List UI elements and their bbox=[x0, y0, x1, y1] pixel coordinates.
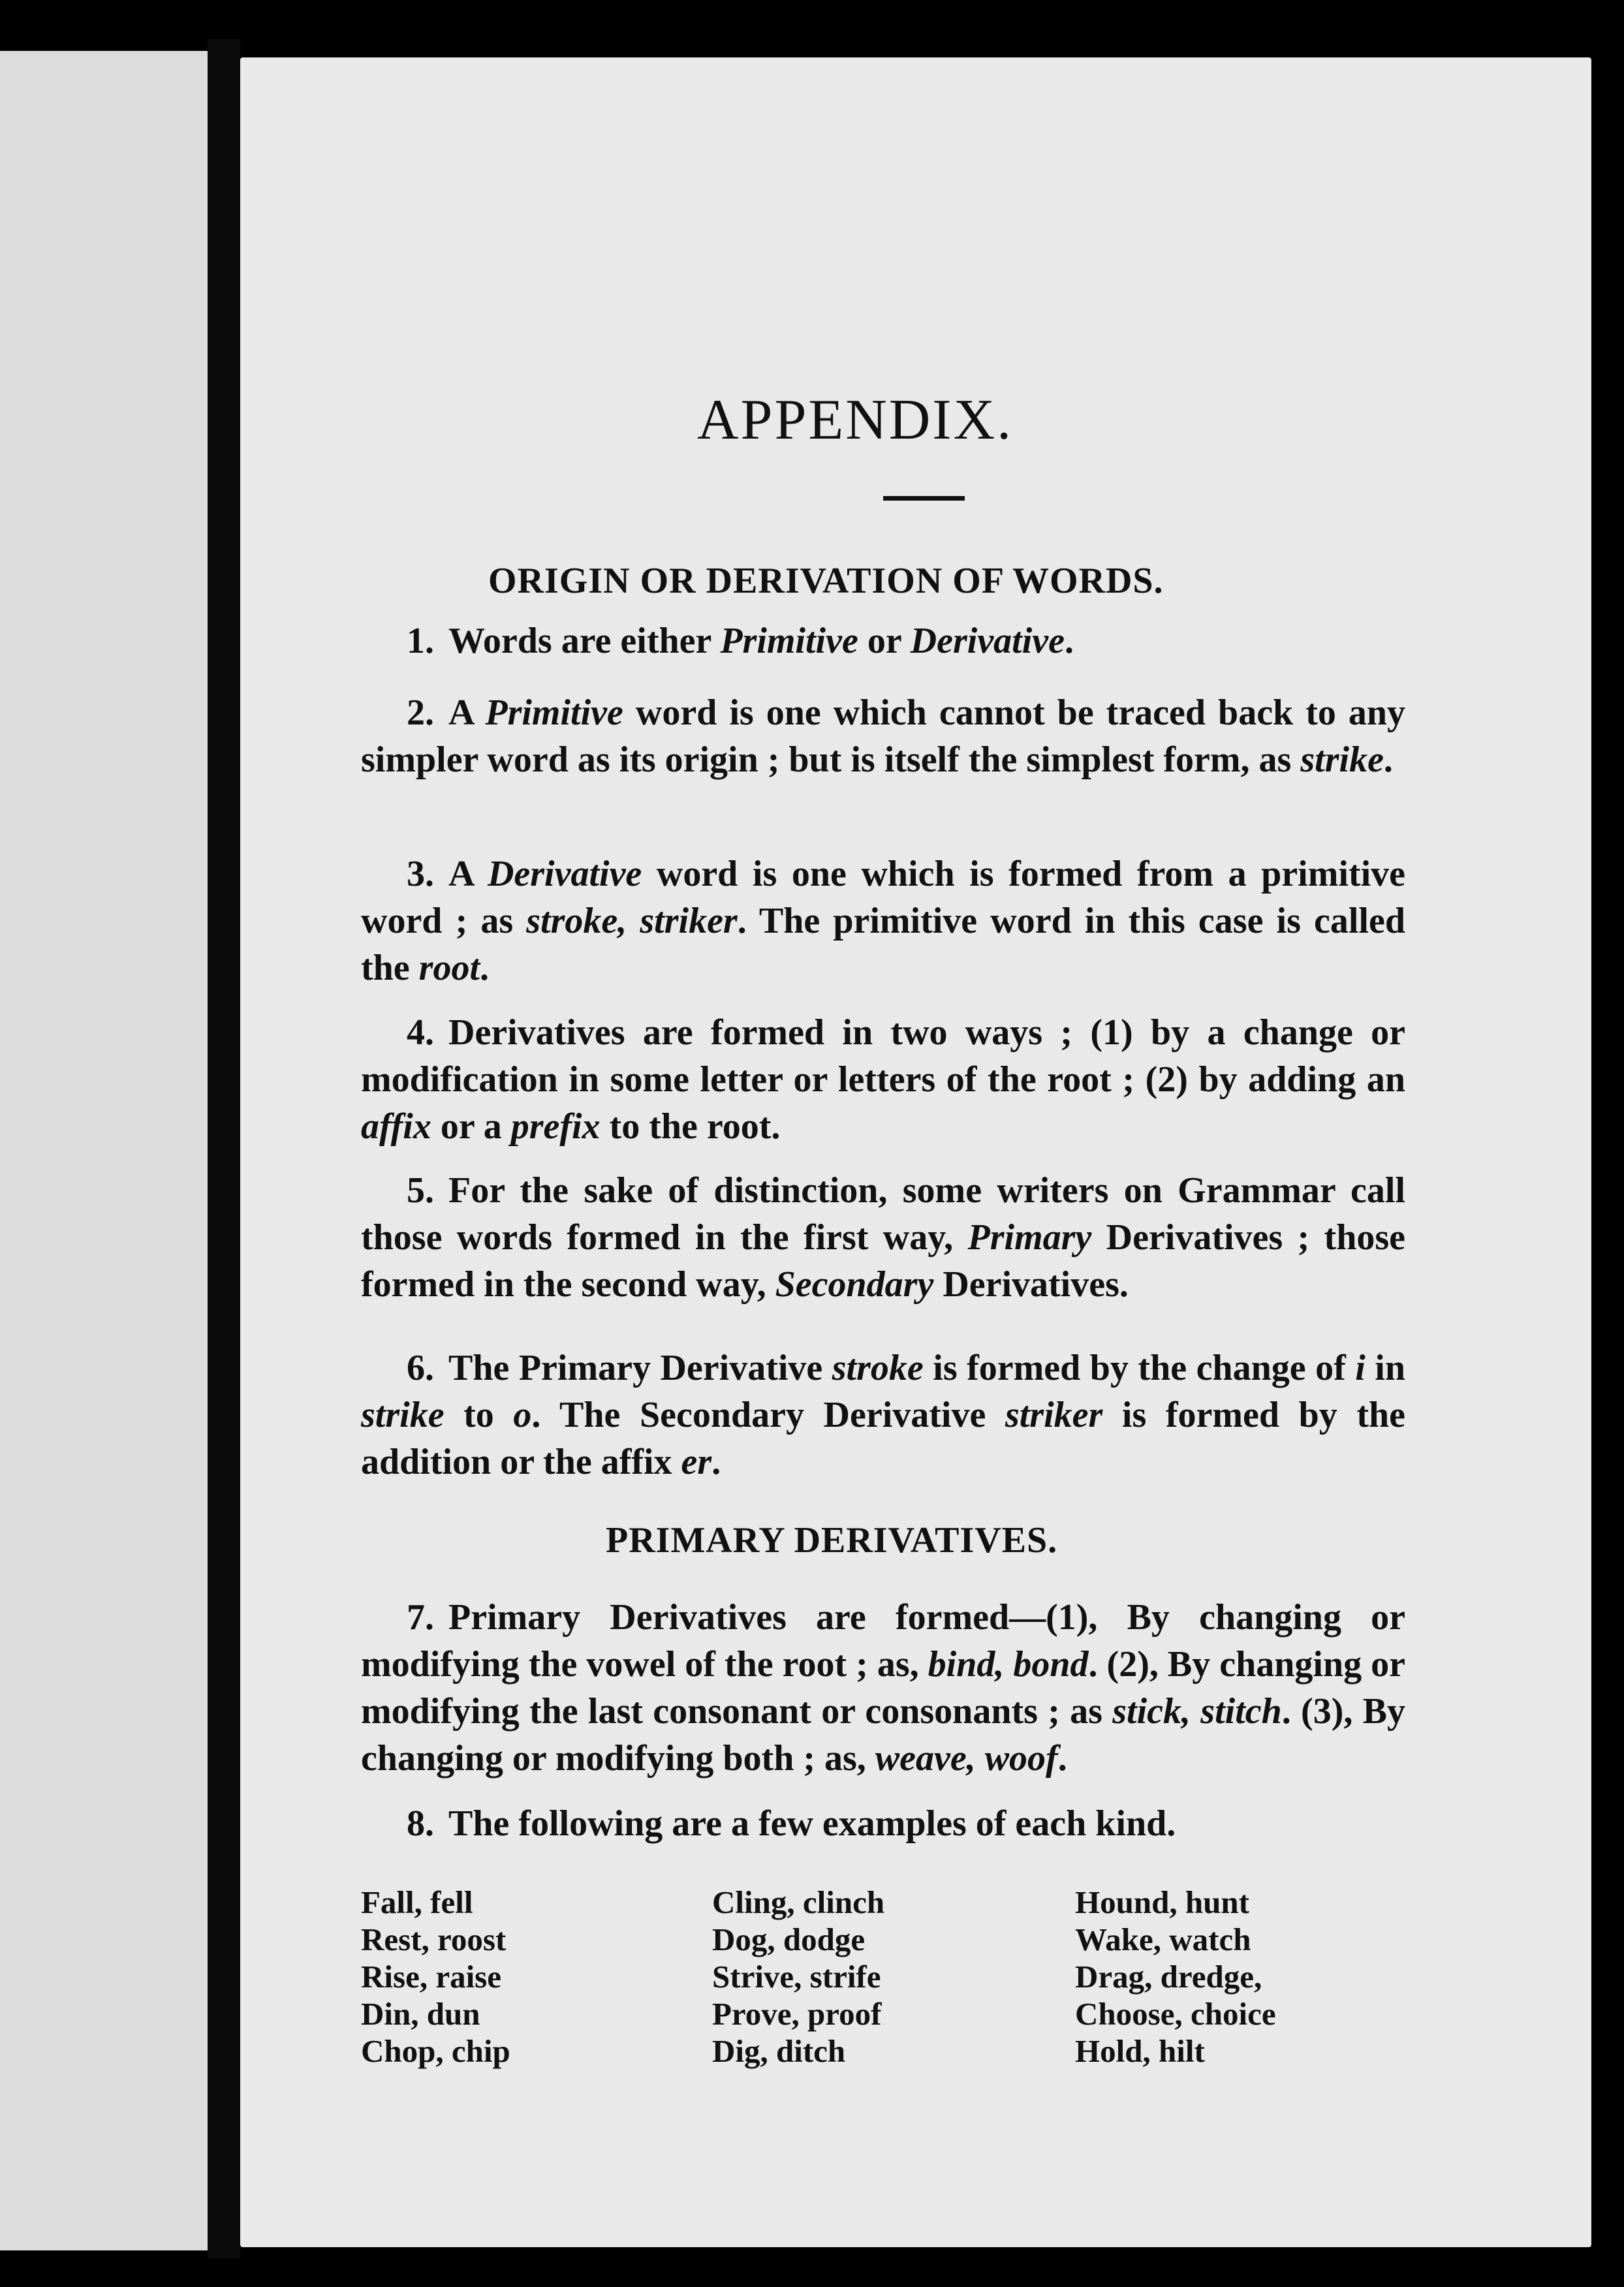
example-item: Din, dun bbox=[361, 1996, 480, 2032]
page-heading: APPENDIX. bbox=[697, 388, 1014, 452]
paragraph-text: is formed by the addition or the affix bbox=[361, 1395, 1405, 1482]
paragraph-number: 8. bbox=[407, 1803, 434, 1844]
italic-term: Primary bbox=[967, 1217, 1092, 1258]
italic-term: Derivative bbox=[910, 621, 1065, 661]
paragraph-text: to bbox=[444, 1395, 514, 1435]
paragraph-7 bbox=[361, 1594, 1405, 1782]
italic-term: prefix bbox=[510, 1106, 601, 1147]
example-item: Dig, ditch bbox=[712, 2033, 846, 2069]
paragraph-text: Primary Derivatives are formed—(1), By changing or modifying the vowel of the root ; as, bbox=[361, 1597, 1405, 1685]
italic-term: weave, woof bbox=[875, 1738, 1058, 1779]
paragraph-text: . bbox=[1383, 739, 1393, 780]
book-page bbox=[240, 57, 1591, 2247]
paragraph-text: or a bbox=[431, 1106, 511, 1147]
italic-term: striker bbox=[1005, 1395, 1103, 1435]
paragraph-text: Derivatives are formed in two ways ; (1) by a change or modification in some letter or letters of the root ; (2) by adding an bbox=[361, 1012, 1405, 1100]
book-spine bbox=[208, 39, 240, 2258]
paragraph-text: A bbox=[448, 692, 486, 733]
paragraph-text: . (3), By changing or modifying both ; as, bbox=[361, 1691, 1405, 1779]
section-heading-origin: ORIGIN OR DERIVATION OF WORDS. bbox=[488, 561, 1164, 601]
paragraph-text: . The primitive word in this case is called the bbox=[361, 901, 1405, 988]
paragraph-number: 5. bbox=[407, 1170, 434, 1211]
italic-term: root bbox=[418, 948, 480, 988]
paragraph-2 bbox=[361, 689, 1405, 783]
italic-term: stick, stitch bbox=[1112, 1691, 1282, 1732]
paragraph-text: Derivatives ; those formed in the second way, bbox=[361, 1217, 1405, 1305]
paragraph-number: 1. bbox=[407, 621, 434, 661]
paragraph-8 bbox=[361, 1800, 1405, 1847]
paragraph-1 bbox=[361, 617, 1405, 664]
italic-term: strike bbox=[1300, 739, 1384, 780]
paragraph-text: . bbox=[711, 1442, 721, 1482]
example-item: Choose, choice bbox=[1075, 1996, 1276, 2032]
paragraph-text: A bbox=[448, 854, 488, 894]
example-item: Rise, raise bbox=[361, 1959, 501, 1995]
italic-term: bind, bond bbox=[928, 1644, 1089, 1685]
example-item: Rest, roost bbox=[361, 1921, 507, 1957]
left-page-edge bbox=[0, 51, 210, 2250]
paragraph-text: to the root. bbox=[600, 1106, 781, 1147]
paragraph-text: word is one which is formed from a primitive word ; as bbox=[361, 854, 1405, 941]
paragraph-text: . The Secondary Derivative bbox=[531, 1395, 1005, 1435]
paragraph-text: or bbox=[858, 621, 911, 661]
italic-term: affix bbox=[361, 1106, 431, 1147]
paragraph-3 bbox=[361, 850, 1405, 991]
paragraph-text: in bbox=[1365, 1348, 1406, 1388]
paragraph-4 bbox=[361, 1009, 1405, 1150]
paragraph-number: 7. bbox=[407, 1597, 434, 1638]
paragraph-text: Derivatives. bbox=[933, 1264, 1129, 1305]
paragraph-text: word is one which cannot be traced back to any simpler word as its origin ; but is itself the simplest form, as bbox=[361, 692, 1406, 780]
paragraph-text: For the sake of distinction, some writers on Grammar call those words formed in the first way, bbox=[361, 1170, 1405, 1258]
italic-term: Secondary bbox=[775, 1264, 934, 1305]
paragraph-5 bbox=[361, 1167, 1405, 1308]
paragraph-number: 4. bbox=[407, 1012, 434, 1053]
examples-column-3 bbox=[1075, 1884, 1438, 2070]
paragraph-text: is formed by the change of bbox=[923, 1348, 1356, 1388]
italic-term: Primitive bbox=[485, 692, 623, 733]
section-heading-primary: PRIMARY DERIVATIVES. bbox=[606, 1520, 1058, 1561]
example-item: Prove, proof bbox=[712, 1996, 882, 2032]
paragraph-number: 3. bbox=[407, 854, 434, 894]
paragraph-text: . bbox=[1057, 1738, 1067, 1779]
italic-term: i bbox=[1355, 1348, 1366, 1388]
paragraph-number: 2. bbox=[407, 692, 434, 733]
examples-column-1 bbox=[361, 1884, 712, 2070]
italic-term: stroke bbox=[832, 1348, 924, 1388]
example-item: Drag, dredge, bbox=[1075, 1959, 1262, 1995]
italic-term: o bbox=[513, 1395, 532, 1435]
paragraph-text: The following are a few examples of each kind. bbox=[448, 1803, 1176, 1844]
example-item: Chop, chip bbox=[361, 2033, 510, 2069]
paragraph-text: . bbox=[480, 948, 490, 988]
example-item: Fall, fell bbox=[361, 1884, 473, 1920]
italic-term: stroke, striker bbox=[526, 901, 738, 941]
paragraph-number: 6. bbox=[407, 1348, 434, 1388]
italic-term: Primitive bbox=[720, 621, 858, 661]
paragraph-text: . (2), By changing or modifying the last consonant or consonants ; as bbox=[361, 1644, 1405, 1732]
examples-table bbox=[361, 1884, 1438, 2070]
paragraph-6 bbox=[361, 1345, 1405, 1486]
example-item: Strive, strife bbox=[712, 1959, 881, 1995]
example-item: Wake, watch bbox=[1075, 1921, 1251, 1957]
paragraph-text: . bbox=[1065, 621, 1074, 661]
paragraph-text: Words are either bbox=[448, 621, 721, 661]
example-item: Hold, hilt bbox=[1075, 2033, 1205, 2069]
example-item: Cling, clinch bbox=[712, 1884, 885, 1920]
italic-term: er bbox=[681, 1442, 712, 1482]
italic-term: strike bbox=[361, 1395, 445, 1435]
paragraph-text: The Primary Derivative bbox=[448, 1348, 832, 1388]
example-item: Hound, hunt bbox=[1075, 1884, 1249, 1920]
heading-rule bbox=[883, 496, 965, 501]
examples-column-2 bbox=[712, 1884, 1075, 2070]
italic-term: Derivative bbox=[487, 854, 642, 894]
example-item: Dog, dodge bbox=[712, 1921, 866, 1957]
